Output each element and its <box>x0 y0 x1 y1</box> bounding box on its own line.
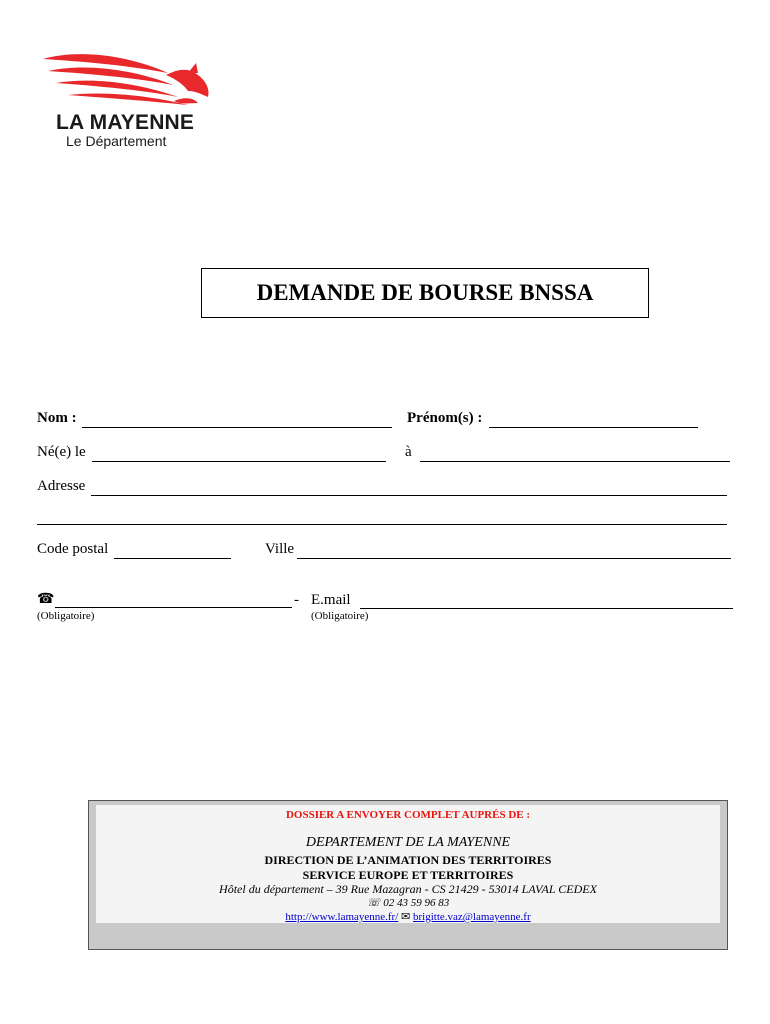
address-links-row <box>96 910 720 923</box>
prenom-label: Prénom(s) : <box>407 410 483 426</box>
telephone-icon: ☏ <box>366 897 384 909</box>
website-link[interactable]: http://www.lamayenne.fr/ <box>285 911 399 923</box>
department-logo <box>38 45 218 155</box>
address-direction: DIRECTION DE L’ANIMATION DES TERRITOIRES <box>264 853 552 867</box>
adresse-field-line-1[interactable] <box>91 495 727 496</box>
envelope-icon: ✉ <box>401 911 413 923</box>
code-postal-label: Code postal <box>37 541 109 557</box>
email-required-note: (Obligatoire) <box>311 610 369 622</box>
address-phone: 02 43 59 96 83 <box>383 897 450 909</box>
birth-place-field[interactable] <box>420 461 730 462</box>
address-department: DEPARTEMENT DE LA MAYENNE <box>305 835 511 850</box>
ville-field[interactable] <box>297 558 731 559</box>
address-heading: DOSSIER A ENVOYER COMPLET AUPRÉS DE : <box>285 809 531 821</box>
email-label: E.mail <box>311 592 351 608</box>
ville-label: Ville <box>265 541 295 557</box>
birth-place-label: à <box>405 444 412 460</box>
email-link[interactable]: brigitte.vaz@lamayenne.fr <box>413 911 531 923</box>
code-postal-field[interactable] <box>114 558 231 559</box>
mailing-address-box <box>88 800 728 950</box>
prenom-field[interactable] <box>489 427 698 428</box>
address-service: SERVICE EUROPE ET TERRITOIRES <box>302 868 514 882</box>
pegasus-wing-icon <box>38 45 218 115</box>
adresse-label: Adresse <box>37 478 86 494</box>
phone-icon: ☎ <box>37 592 55 607</box>
logo-name: LA MAYENNE <box>56 111 195 134</box>
page-title-box <box>201 268 649 318</box>
separator-dash: - <box>294 592 299 608</box>
logo-subtitle: Le Département <box>66 133 167 149</box>
birth-date-label: Né(e) le <box>37 444 86 460</box>
nom-label: Nom : <box>37 410 77 426</box>
birth-date-field[interactable] <box>92 461 386 462</box>
email-field[interactable] <box>360 608 733 609</box>
address-street: Hôtel du département – 39 Rue Mazagran - CS 21429 - 53014 LAVAL CEDEX <box>219 882 597 896</box>
address-phone-row <box>96 896 720 909</box>
phone-required-note: (Obligatoire) <box>37 610 95 622</box>
nom-field[interactable] <box>82 427 392 428</box>
mailing-address-panel <box>96 805 720 923</box>
adresse-field-line-2[interactable] <box>37 524 727 525</box>
phone-field[interactable] <box>55 607 292 608</box>
page-title: DEMANDE DE BOURSE BNSSA <box>256 280 594 305</box>
